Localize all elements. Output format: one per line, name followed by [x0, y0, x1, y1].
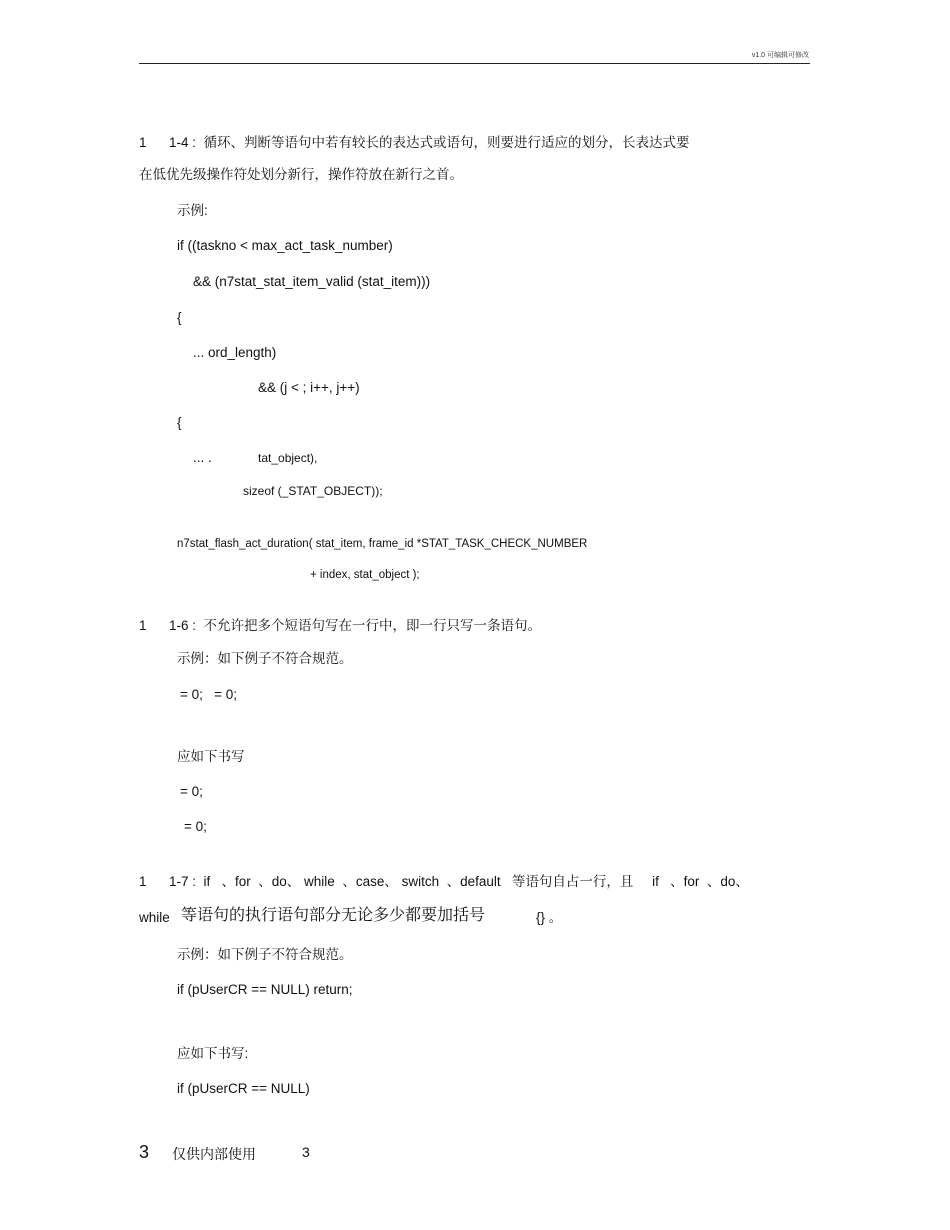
rule-1-6-line-1: 1 1-6 : 不允许把多个短语句写在一行中，即一行只写一条语句。	[139, 618, 542, 633]
code-line: sizeof (_STAT_OBJECT));	[243, 484, 383, 498]
code-line: if (pUserCR == NULL) return;	[177, 982, 353, 997]
code-line: if ((taskno < max_act_task_number)	[177, 238, 393, 253]
code-line: ... ord_length)	[193, 345, 277, 360]
code-line: && (n7stat_stat_item_valid (stat_item)))	[193, 274, 431, 289]
footer-page-left: 3	[139, 1142, 150, 1162]
rule-1-4-line-1: 1 1-4 : 循环、判断等语句中若有较长的表达式或语句，则要进行适应的划分，长表达式要	[139, 135, 690, 150]
code-line: = 0; = 0;	[180, 687, 238, 702]
example-label-1: 示例:	[177, 203, 208, 218]
rule-1-7-line-1: 1 1-7 : if 、for 、do、 while 、case、 switch 、default 等语句自占一行，且 if 、for 、do、	[139, 874, 749, 889]
good-label-3: 应如下书写:	[177, 1046, 249, 1061]
code-line: ... .	[193, 450, 212, 465]
code-line: {	[177, 310, 182, 325]
header-version: v1.0 可编辑可修改	[751, 52, 809, 59]
code-line: tat_object),	[258, 451, 318, 465]
code-line: if (pUserCR == NULL)	[177, 1081, 310, 1096]
code-line: = 0;	[184, 819, 207, 834]
code-line: {	[177, 415, 182, 430]
good-label-2: 应如下书写	[177, 749, 245, 764]
code-line: && (j < ; i++, j++)	[258, 380, 360, 395]
rule-1-4-line-2: 在低优先级操作符处划分新行，操作符放在新行之首。	[139, 167, 463, 182]
example-label-2: 示例：如下例子不符合规范。	[177, 651, 353, 666]
rule-1-7-line-2-start: while	[139, 910, 174, 925]
footer-page-right: 3	[302, 1144, 310, 1160]
code-line: n7stat_flash_act_duration( stat_item, frame_id *STAT_TASK_CHECK_NUMBER	[177, 538, 588, 550]
header-rule	[139, 63, 810, 64]
rule-1-7-line-2-end: {} 。	[536, 910, 563, 925]
code-line: + index, stat_object );	[310, 569, 420, 581]
footer-internal-use: 仅供内部使用	[172, 1146, 256, 1162]
rule-1-7-line-2-main: 等语句的执行语句部分无论多少都要加括号	[181, 907, 486, 924]
code-line: = 0;	[180, 784, 203, 799]
example-label-3: 示例：如下例子不符合规范。	[177, 947, 353, 962]
